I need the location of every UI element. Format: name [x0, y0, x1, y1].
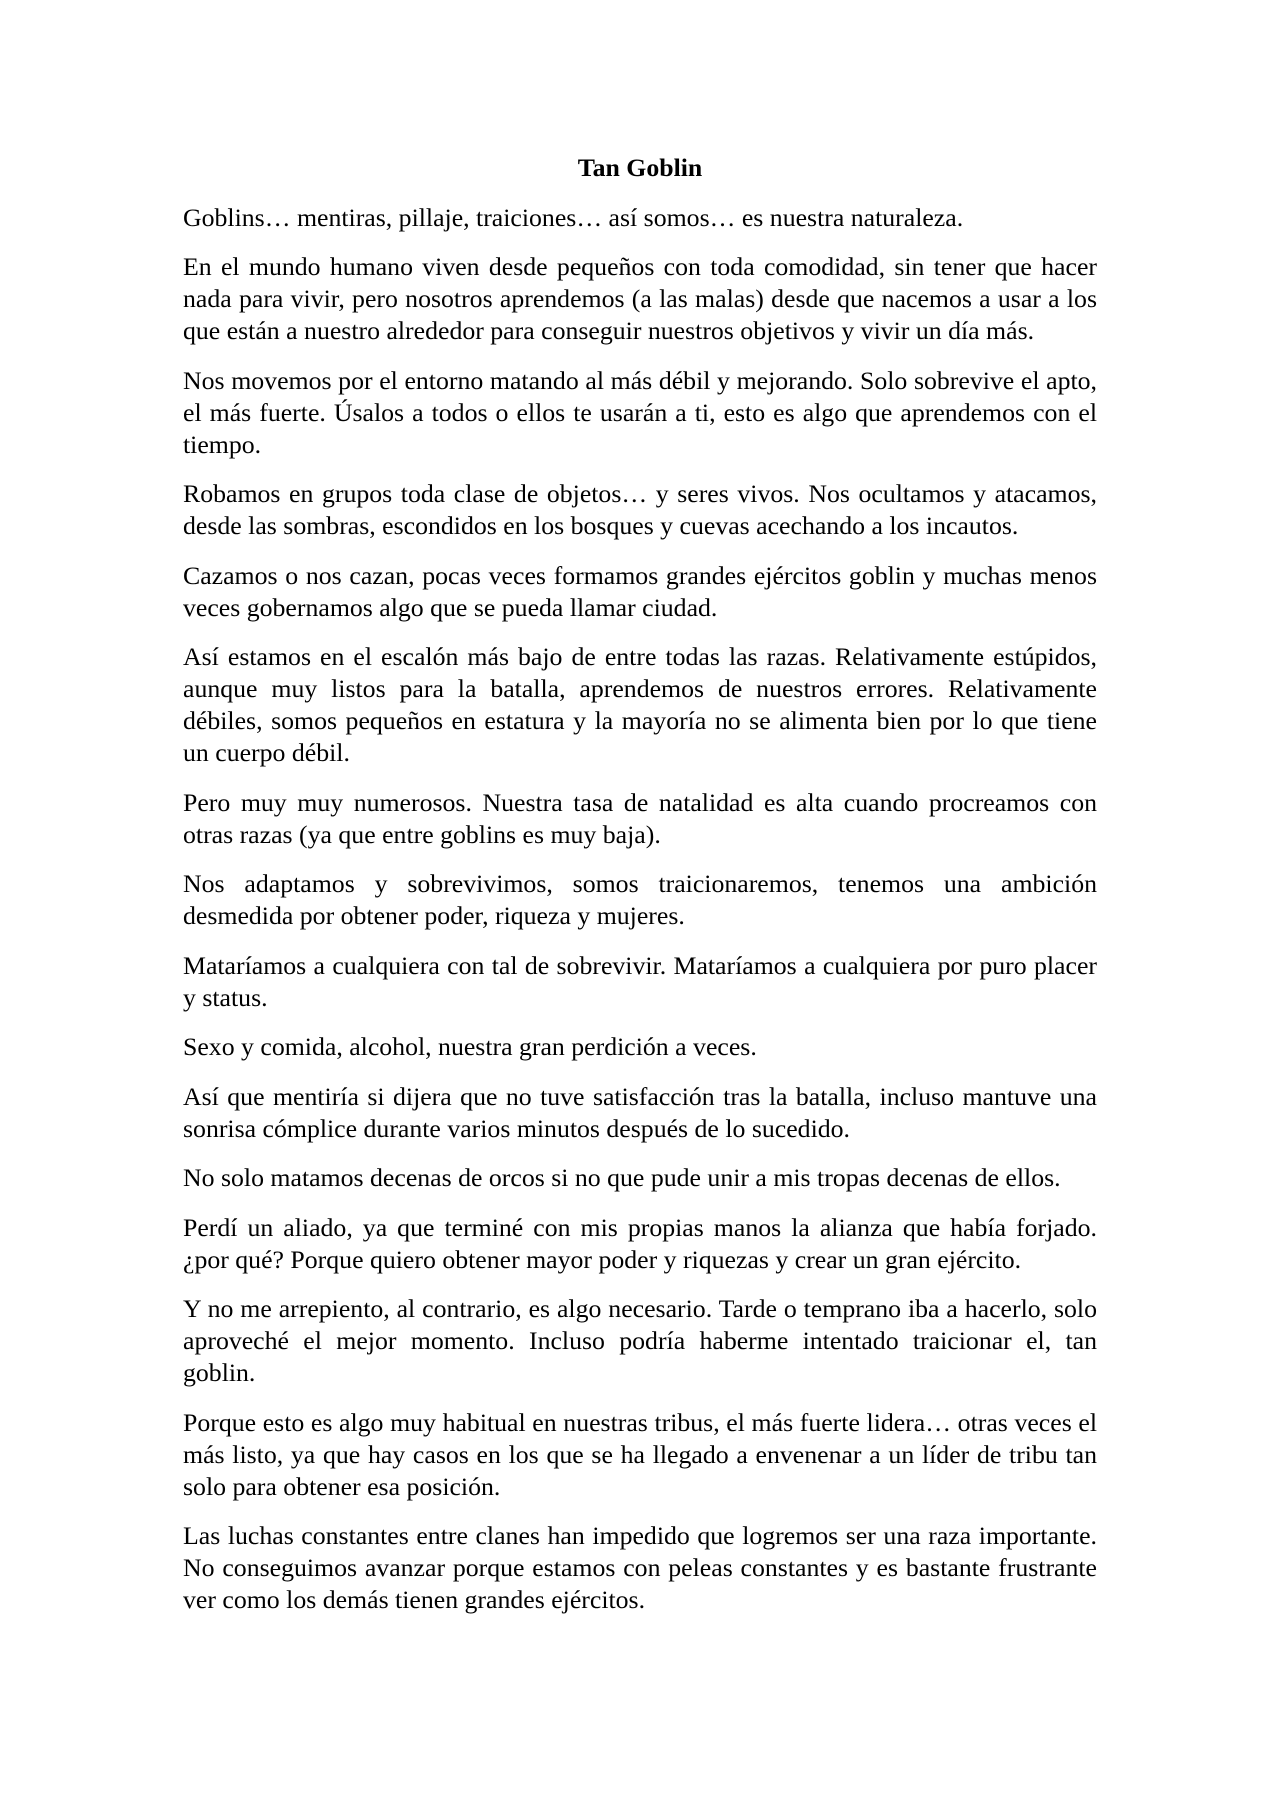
body-paragraph-2: En el mundo humano viven desde pequeños con toda comodidad, sin tener que hacer nada para vivir, pero nosotros aprendemos (a las malas) desde que nacemos a usar a los que están a nuestro alrededor para conseguir nuestros objetivos y vivir un día más. [183, 252, 1097, 345]
body-paragraph-10: Sexo y comida, alcohol, nuestra gran perdición a veces. [183, 1032, 757, 1061]
body-paragraph-13: Perdí un aliado, ya que terminé con mis propias manos la alianza que había forjado. ¿por qué? Porque quiero obtener mayor poder y riquezas y crear un gran ejército. [183, 1212, 1097, 1274]
body-paragraph-1: Goblins… mentiras, pillaje, traiciones… así somos… es nuestra naturaleza. [183, 202, 964, 232]
body-paragraph-15: Porque esto es algo muy habitual en nuestras tribus, el más fuerte lidera… otras veces el más listo, ya que hay casos en los que se ha llegado a envenenar a un líder de tribu tan solo para obtener esa posición. [183, 1407, 1097, 1501]
body-paragraph-12: No solo matamos decenas de orcos si no que pude unir a mis tropas decenas de ellos. [183, 1163, 1061, 1192]
body-paragraph-8: Nos adaptamos y sobrevivimos, somos traicionaremos, tenemos una ambición desmedida por obtener poder, riqueza y mujeres. [183, 869, 1097, 930]
body-paragraph-3: Nos movemos por el entorno matando al más débil y mejorando. Solo sobrevive el apto, el más fuerte. Úsalos a todos o ellos te usarán a ti, esto es algo que aprendemos con el tiempo. [183, 365, 1097, 459]
body-paragraph-9: Mataríamos a cualquiera con tal de sobrevivir. Mataríamos a cualquiera por puro placer y status. [183, 950, 1097, 1012]
body-paragraph-14: Y no me arrepiento, al contrario, es algo necesario. Tarde o temprano iba a hacerlo, solo aproveché el mejor momento. Incluso podría haberme intentado traicionar el, tan goblin. [183, 1294, 1097, 1387]
document-title: Tan Goblin [577, 153, 703, 182]
body-paragraph-5: Cazamos o nos cazan, pocas veces formamos grandes ejércitos goblin y muchas menos veces gobernamos algo que se pueda llamar ciudad. [183, 560, 1097, 622]
body-paragraph-7: Pero muy muy numerosos. Nuestra tasa de natalidad es alta cuando procreamos con otras razas (ya que entre goblins es muy baja). [183, 787, 1097, 849]
body-paragraph-16: Las luchas constantes entre clanes han impedido que logremos ser una raza importante. No conseguimos avanzar porque estamos con peleas constantes y es bastante frustrante ver como los demás tienen grandes ejércitos. [183, 1521, 1097, 1614]
body-paragraph-6: Así estamos en el escalón más bajo de entre todas las razas. Relativamente estúpidos, aunque muy listos para la batalla, aprendemos de nuestros errores. Relativamente débiles, somos pequeños en estatura y la mayoría no se alimenta bien por lo que tiene un cuerpo débil. [183, 642, 1097, 767]
body-paragraph-4: Robamos en grupos toda clase de objetos… y seres vivos. Nos ocultamos y atacamos, desde las sombras, escondidos en los bosques y cuevas acechando a los incautos. [183, 479, 1097, 540]
body-paragraph-11: Así que mentiría si dijera que no tuve satisfacción tras la batalla, incluso mantuve una sonrisa cómplice durante varios minutos después de lo sucedido. [183, 1081, 1097, 1143]
